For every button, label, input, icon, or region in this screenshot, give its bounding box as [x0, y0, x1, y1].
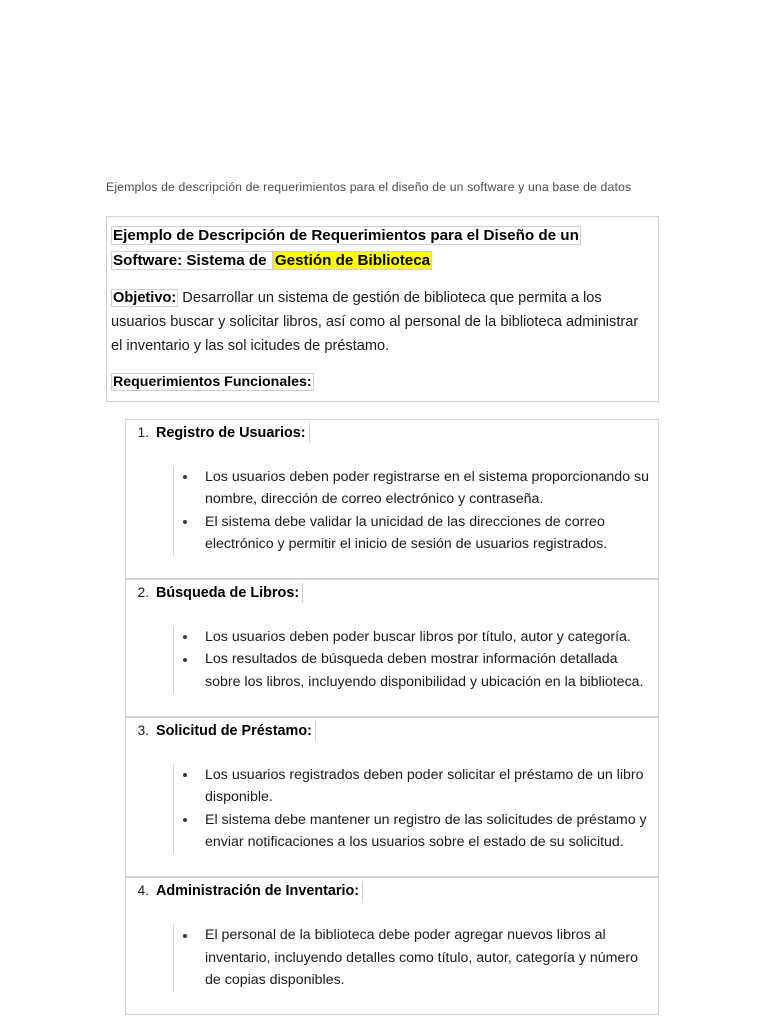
list-item: El personal de la biblioteca debe poder agregar nuevos libros al inventario, incluyendo detalles como título, autor, categoría y número de copias disponibles. [174, 924, 652, 992]
requirement-section [125, 717, 659, 877]
bullet-list [173, 626, 652, 694]
requirement-section [125, 419, 659, 579]
document-body [106, 178, 662, 1015]
objetivo-paragraph [111, 286, 650, 358]
requirement-number: 3. [137, 722, 149, 738]
requirement-heading [125, 877, 659, 904]
requirement-section [125, 579, 659, 717]
list-item: El sistema debe mantener un registro de las solicitudes de préstamo y enviar notificaciones a los usuarios sobre el estado de su solicitud. [174, 809, 652, 854]
document-title [111, 223, 650, 273]
requirement-bullets [125, 446, 659, 579]
requirement-bullets [125, 904, 659, 1015]
requirement-heading [125, 717, 659, 744]
requirement-title: Búsqueda de Libros: [156, 583, 303, 603]
list-item: Los resultados de búsqueda deben mostrar información detallada sobre los libros, incluyendo disponibilidad y ubicación en la biblioteca. [174, 648, 652, 693]
requirement-number: 4. [137, 883, 149, 899]
list-item: Los usuarios deben poder buscar libros por título, autor y categoría. [174, 626, 652, 649]
requirement-bullets [125, 744, 659, 877]
requirement-heading [125, 419, 659, 446]
requerimientos-funcionales-label: Requerimientos Funcionales: [113, 373, 312, 390]
list-item: Los usuarios deben poder registrarse en el sistema proporcionando su nombre, dirección de correo electrónico y contraseña. [174, 466, 652, 511]
bullet-list [173, 924, 652, 992]
requerimientos-funcionales-heading [111, 372, 650, 392]
header-framed-block [106, 216, 659, 402]
objetivo-text: Desarrollar un sistema de gestión de biblioteca que permita a los usuarios buscar y solicitar libros, así como al personal de la biblioteca administrar el inventario y las sol icitudes de préstamo. [111, 289, 639, 354]
bullet-list [173, 466, 652, 556]
requirement-title: Administración de Inventario: [156, 881, 363, 901]
document-title-plain: Ejemplo de Descripción de Requerimientos para el Diseño de un Software: Sistema de [113, 226, 579, 269]
document-title-highlighted: Gestión de Biblioteca [274, 251, 431, 269]
list-item: Los usuarios registrados deben poder solicitar el préstamo de un libro disponible. [174, 764, 652, 809]
objetivo-label: Objetivo: [113, 289, 177, 306]
requirement-bullets [125, 606, 659, 717]
requirement-number: 1. [137, 424, 149, 440]
list-item: El sistema debe validar la unicidad de las direcciones de correo electrónico y permitir el inicio de sesión de usuarios registrados. [174, 511, 652, 556]
requirement-heading [125, 579, 659, 606]
intro-paragraph: Ejemplos de descripción de requerimientos para el diseño de un software y una base de datos [106, 180, 632, 194]
requirement-number: 2. [137, 584, 149, 600]
bullet-list [173, 764, 652, 854]
requirement-section [125, 877, 659, 1015]
requirements-sections [125, 419, 659, 1015]
requirement-title: Registro de Usuarios: [156, 423, 310, 443]
requirement-title: Solicitud de Préstamo: [156, 721, 316, 741]
